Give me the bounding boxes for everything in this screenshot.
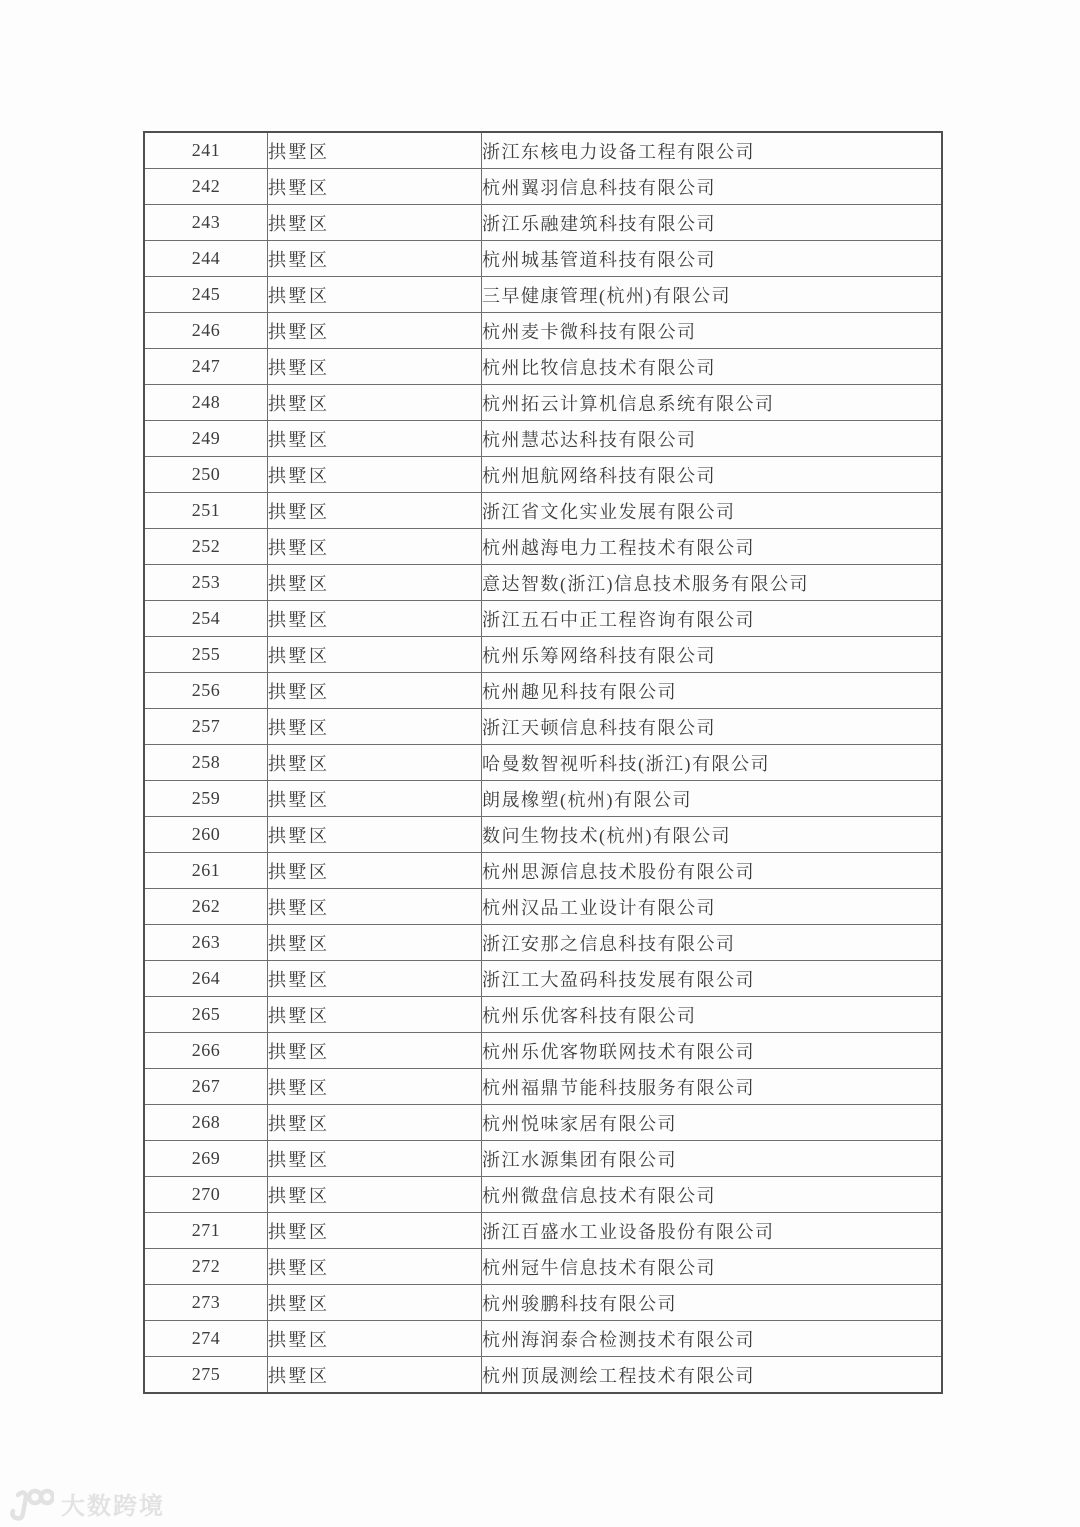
row-number-cell: 243 — [144, 205, 268, 241]
row-number-cell: 266 — [144, 1033, 268, 1069]
table-row — [144, 457, 942, 493]
company-name-cell: 杭州海润泰合检测技术有限公司 — [482, 1321, 943, 1357]
district-cell: 拱墅区 — [268, 637, 482, 673]
company-name-cell: 杭州拓云计算机信息系统有限公司 — [482, 385, 943, 421]
row-number-cell: 259 — [144, 781, 268, 817]
row-number-cell: 274 — [144, 1321, 268, 1357]
company-name-cell: 杭州越海电力工程技术有限公司 — [482, 529, 943, 565]
row-number-cell: 271 — [144, 1213, 268, 1249]
company-name-cell: 杭州微盘信息技术有限公司 — [482, 1177, 943, 1213]
district-cell: 拱墅区 — [268, 673, 482, 709]
row-number-cell: 246 — [144, 313, 268, 349]
row-number-cell: 249 — [144, 421, 268, 457]
company-name-cell: 浙江天顿信息科技有限公司 — [482, 709, 943, 745]
district-cell: 拱墅区 — [268, 457, 482, 493]
district-cell: 拱墅区 — [268, 385, 482, 421]
table-row — [144, 889, 942, 925]
district-cell: 拱墅区 — [268, 961, 482, 997]
company-name-cell: 杭州旭航网络科技有限公司 — [482, 457, 943, 493]
district-cell: 拱墅区 — [268, 1249, 482, 1285]
table-row — [144, 132, 942, 169]
table-row — [144, 1033, 942, 1069]
table-row — [144, 205, 942, 241]
table-row — [144, 1105, 942, 1141]
district-cell: 拱墅区 — [268, 1285, 482, 1321]
row-number-cell: 260 — [144, 817, 268, 853]
district-cell: 拱墅区 — [268, 709, 482, 745]
district-cell: 拱墅区 — [268, 1069, 482, 1105]
company-name-cell: 浙江五石中正工程咨询有限公司 — [482, 601, 943, 637]
table-row — [144, 529, 942, 565]
table-row — [144, 1285, 942, 1321]
row-number-cell: 252 — [144, 529, 268, 565]
row-number-cell: 257 — [144, 709, 268, 745]
row-number-cell: 265 — [144, 997, 268, 1033]
table-row — [144, 1069, 942, 1105]
table-row — [144, 1141, 942, 1177]
district-cell: 拱墅区 — [268, 1213, 482, 1249]
row-number-cell: 267 — [144, 1069, 268, 1105]
table-row — [144, 385, 942, 421]
district-cell: 拱墅区 — [268, 529, 482, 565]
row-number-cell: 256 — [144, 673, 268, 709]
row-number-cell: 262 — [144, 889, 268, 925]
row-number-cell: 250 — [144, 457, 268, 493]
table-row — [144, 961, 942, 997]
table-row — [144, 241, 942, 277]
district-cell: 拱墅区 — [268, 349, 482, 385]
row-number-cell: 255 — [144, 637, 268, 673]
company-name-cell: 三早健康管理(杭州)有限公司 — [482, 277, 943, 313]
company-table — [143, 131, 943, 1394]
company-name-cell: 杭州骏鹏科技有限公司 — [482, 1285, 943, 1321]
company-name-cell: 杭州乐优客科技有限公司 — [482, 997, 943, 1033]
district-cell: 拱墅区 — [268, 997, 482, 1033]
district-cell: 拱墅区 — [268, 1357, 482, 1394]
district-cell: 拱墅区 — [268, 1321, 482, 1357]
row-number-cell: 275 — [144, 1357, 268, 1394]
company-name-cell: 杭州麦卡微科技有限公司 — [482, 313, 943, 349]
watermark — [8, 1486, 165, 1521]
row-number-cell: 269 — [144, 1141, 268, 1177]
watermark-100-logo-icon — [8, 1487, 54, 1521]
row-number-cell: 263 — [144, 925, 268, 961]
company-name-cell: 杭州翼羽信息科技有限公司 — [482, 169, 943, 205]
district-cell: 拱墅区 — [268, 241, 482, 277]
table-row — [144, 313, 942, 349]
district-cell: 拱墅区 — [268, 313, 482, 349]
row-number-cell: 268 — [144, 1105, 268, 1141]
company-name-cell: 意达智数(浙江)信息技术服务有限公司 — [482, 565, 943, 601]
table-row — [144, 853, 942, 889]
table-row — [144, 349, 942, 385]
company-name-cell: 杭州福鼎节能科技服务有限公司 — [482, 1069, 943, 1105]
table-row — [144, 1321, 942, 1357]
district-cell: 拱墅区 — [268, 1105, 482, 1141]
row-number-cell: 241 — [144, 132, 268, 169]
company-name-cell: 杭州趣见科技有限公司 — [482, 673, 943, 709]
company-name-cell: 哈曼数智视听科技(浙江)有限公司 — [482, 745, 943, 781]
district-cell: 拱墅区 — [268, 1141, 482, 1177]
company-table-body — [144, 132, 942, 1393]
company-name-cell: 浙江省文化实业发展有限公司 — [482, 493, 943, 529]
table-row — [144, 169, 942, 205]
district-cell: 拱墅区 — [268, 781, 482, 817]
table-row — [144, 745, 942, 781]
row-number-cell: 261 — [144, 853, 268, 889]
table-row — [144, 277, 942, 313]
watermark-text: 大数跨境 — [61, 1493, 165, 1520]
company-name-cell: 杭州慧芯达科技有限公司 — [482, 421, 943, 457]
company-name-cell: 杭州乐筹网络科技有限公司 — [482, 637, 943, 673]
table-row — [144, 997, 942, 1033]
table-row — [144, 493, 942, 529]
company-name-cell: 浙江工大盈码科技发展有限公司 — [482, 961, 943, 997]
row-number-cell: 253 — [144, 565, 268, 601]
company-name-cell: 浙江安那之信息科技有限公司 — [482, 925, 943, 961]
row-number-cell: 245 — [144, 277, 268, 313]
company-name-cell: 杭州城基管道科技有限公司 — [482, 241, 943, 277]
district-cell: 拱墅区 — [268, 925, 482, 961]
table-row — [144, 709, 942, 745]
row-number-cell: 258 — [144, 745, 268, 781]
company-name-cell: 杭州冠牛信息技术有限公司 — [482, 1249, 943, 1285]
district-cell: 拱墅区 — [268, 817, 482, 853]
company-name-cell: 杭州乐优客物联网技术有限公司 — [482, 1033, 943, 1069]
company-name-cell: 杭州思源信息技术股份有限公司 — [482, 853, 943, 889]
district-cell: 拱墅区 — [268, 493, 482, 529]
table-row — [144, 781, 942, 817]
table-row — [144, 925, 942, 961]
district-cell: 拱墅区 — [268, 421, 482, 457]
table-row — [144, 1357, 942, 1394]
row-number-cell: 248 — [144, 385, 268, 421]
row-number-cell: 264 — [144, 961, 268, 997]
company-name-cell: 朗晟橡塑(杭州)有限公司 — [482, 781, 943, 817]
table-row — [144, 1177, 942, 1213]
row-number-cell: 272 — [144, 1249, 268, 1285]
district-cell: 拱墅区 — [268, 205, 482, 241]
row-number-cell: 247 — [144, 349, 268, 385]
table-row — [144, 1249, 942, 1285]
table-row — [144, 1213, 942, 1249]
company-name-cell: 杭州顶晟测绘工程技术有限公司 — [482, 1357, 943, 1394]
table-row — [144, 601, 942, 637]
company-name-cell: 杭州比牧信息技术有限公司 — [482, 349, 943, 385]
row-number-cell: 242 — [144, 169, 268, 205]
company-name-cell: 浙江水源集团有限公司 — [482, 1141, 943, 1177]
table-row — [144, 673, 942, 709]
row-number-cell: 273 — [144, 1285, 268, 1321]
company-name-cell: 浙江乐融建筑科技有限公司 — [482, 205, 943, 241]
row-number-cell: 270 — [144, 1177, 268, 1213]
district-cell: 拱墅区 — [268, 853, 482, 889]
table-row — [144, 421, 942, 457]
district-cell: 拱墅区 — [268, 132, 482, 169]
table-row — [144, 637, 942, 673]
company-name-cell: 浙江东核电力设备工程有限公司 — [482, 132, 943, 169]
row-number-cell: 251 — [144, 493, 268, 529]
company-name-cell: 杭州汉品工业设计有限公司 — [482, 889, 943, 925]
district-cell: 拱墅区 — [268, 745, 482, 781]
district-cell: 拱墅区 — [268, 1033, 482, 1069]
company-name-cell: 杭州悦味家居有限公司 — [482, 1105, 943, 1141]
table-row — [144, 817, 942, 853]
district-cell: 拱墅区 — [268, 277, 482, 313]
company-name-cell: 浙江百盛水工业设备股份有限公司 — [482, 1213, 943, 1249]
district-cell: 拱墅区 — [268, 601, 482, 637]
company-name-cell: 数问生物技术(杭州)有限公司 — [482, 817, 943, 853]
row-number-cell: 254 — [144, 601, 268, 637]
district-cell: 拱墅区 — [268, 889, 482, 925]
district-cell: 拱墅区 — [268, 565, 482, 601]
row-number-cell: 244 — [144, 241, 268, 277]
district-cell: 拱墅区 — [268, 1177, 482, 1213]
district-cell: 拱墅区 — [268, 169, 482, 205]
table-row — [144, 565, 942, 601]
